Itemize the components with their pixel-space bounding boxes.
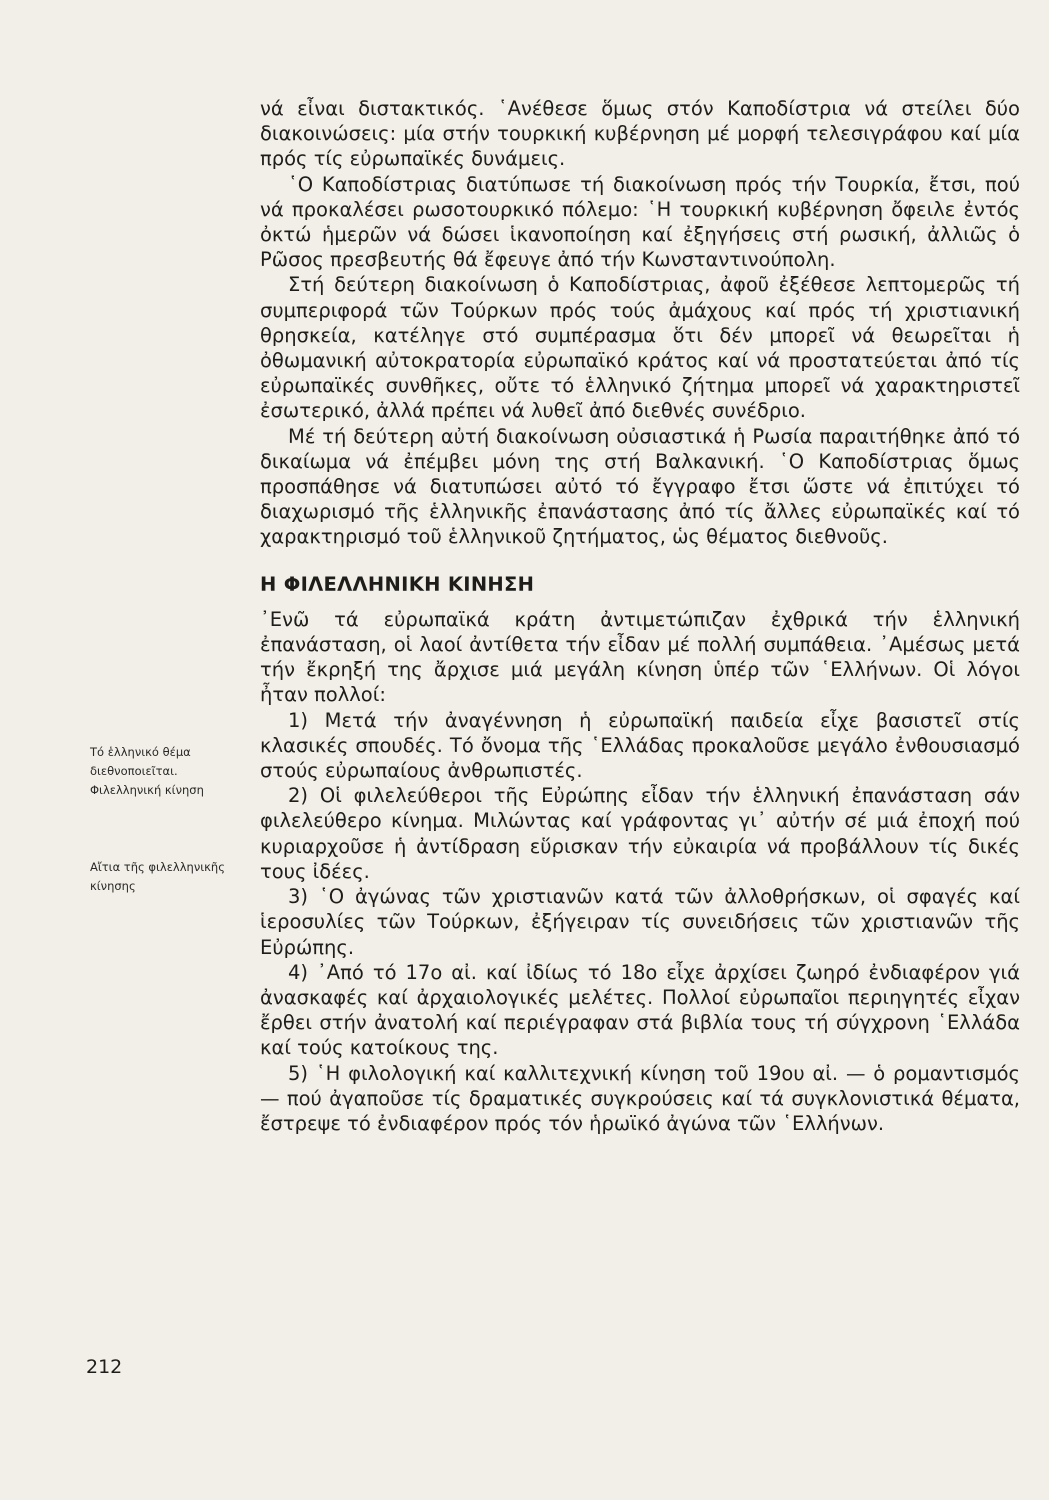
section-heading: Η ΦΙΛΕΛΛΗΝΙΚΗ ΚΙΝΗΣΗ xyxy=(260,572,535,596)
paragraph: ᾿Ενῶ τά εὐρωπαϊκά κράτη ἀντιμετώπιζαν ἐχθρικά τήν ἑλληνική ἐπανάσταση, οἱ λαοί ἀντίθετα τήν εἶδαν μέ πολλή συμπάθεια. ᾿Αμέσως μετά τήν ἔκρηξή της ἄρχισε μιά μεγάλη κίνηση ὑπέρ τῶν ῾Ελλήνων. Οἱ λόγοι ἦταν πολλοί: xyxy=(260,607,1020,707)
list-item: 4) ᾿Από τό 17ο αἰ. καί ἰδίως τό 18ο εἶχε ἀρχίσει ζωηρό ἐνδιαφέρον γιά ἀνασκαφές καί ἀρχαιολογικές μελέτες. Πολλοί εὐρωπαῖοι περιηγητές εἶχαν ἔρθει στήν ἀνατολή καί περιέγραφαν στά βιβλία τους τή σύγχρονη ῾Ελλάδα καί τούς κατοίκους της. xyxy=(260,960,1020,1060)
page-number: 212 xyxy=(86,1356,123,1378)
paragraph: νά εἶναι διστακτικός. ῾Ανέθεσε ὅμως στόν Καποδίστρια νά στείλει δύο διακοινώσεις: μία στήν τουρκική κυβέρνηση μέ μορφή τελεσιγράφου καί μία πρός τίς εὐρωπαϊκές δυνάμεις. xyxy=(260,97,1020,171)
paragraph: Στή δεύτερη διακοίνωση ὁ Καποδίστριας, ἀφοῦ ἐξέθεσε λεπτομερῶς τή συμπεριφορά τῶν Τούρκων πρός τούς ἀμάχους καί πρός τή χριστιανική θρησκεία, κατέληγε στό συμπέρασμα ὅτι δέν μπορεῖ νά θεωρεῖται ἡ ὀθωμανική αὐτοκρατορία εὐρωπαϊκό κράτος καί νά προστατεύεται ἀπό τίς εὐρωπαϊκές συνθῆκες, οὔτε τό ἑλληνικό ζήτημα μπορεῖ νά χαρακτηριστεῖ ἐσωτερικό, ἀλλά πρέπει νά λυθεῖ ἀπό διεθνές συνέδριο. xyxy=(260,273,1020,423)
list-item: 1) Μετά τήν ἀναγέννηση ἡ εὐρωπαϊκή παιδεία εἶχε βασιστεῖ στίς κλασικές σπουδές. Τό ὄνομα τῆς ῾Ελλάδας προκαλοῦσε μεγάλο ἐνθουσιασμό στούς εὐρωπαίους ἀνθρωπιστές. xyxy=(260,708,1020,783)
paragraph: Μέ τή δεύτερη αὐτή διακοίνωση οὐσιαστικά ἡ Ρωσία παραιτήθηκε ἀπό τό δικαίωμα νά ἐπέμβει μόνη της στή Βαλκανική. ῾Ο Καποδίστριας ὅμως προσπάθησε νά διατυπώσει αὐτό τό ἔγγραφο ἔτσι ὥστε νά ἐπιτύχει τό διαχωρισμό τῆς ἑλληνικῆς ἐπανάστασης ἀπό τίς ἄλλες εὐρωπαϊκές καί τό χαρακτηρισμό τοῦ ἑλληνικοῦ ζητήματος, ὡς θέματος διεθνοῦς. xyxy=(260,424,1020,549)
margin-note-internationalization: Τό ἑλληνικό θέμα διεθνοποιεῖται. Φιλελληνική κίνηση xyxy=(90,745,204,797)
list-item: 3) ῾Ο ἀγώνας τῶν χριστιανῶν κατά τῶν ἀλλοθρήσκων, οἱ σφαγές καί ἱεροσυλίες τῶν Τούρκων, ἐξήγειραν τίς συνειδήσεις τῶν χριστιανῶν τῆς Εὐρώπης. xyxy=(260,885,1020,959)
paragraph: ῾Ο Καποδίστριας διατύπωσε τή διακοίνωση πρός τήν Τουρκία, ἔτσι, πού νά προκαλέσει ρωσοτουρκικό πόλεμο: ῾Η τουρκική κυβέρνηση ὄφειλε ἐντός ὀκτώ ἡμερῶν νά δώσει ἱκανοποίηση καί ἐξηγήσεις στή ρωσική, ἀλλιῶς ὁ Ρῶσος πρεσβευτής θά ἔφευγε ἀπό τήν Κωνσταντινούπολη. xyxy=(260,172,1020,272)
list-item: 5) ῾Η φιλολογική καί καλλιτεχνική κίνηση τοῦ 19ου αἰ. — ὁ ρομαντισμός — πού ἀγαποῦσε τίς δραματικές συγκρούσεις καί τά συγκλονιστικά θέματα, ἔστρεψε τό ἐνδιαφέρον πρός τόν ἡρωϊκό ἀγώνα τῶν ῾Ελλήνων. xyxy=(260,1061,1020,1135)
margin-note-causes: Αἴτια τῆς φιλελληνικῆς κίνησης xyxy=(90,860,225,893)
list-item: 2) Οἱ φιλελεύθεροι τῆς Εὐρώπης εἶδαν τήν ἑλληνική ἐπανάσταση σάν φιλελεύθερο κίνημα. Μιλώντας καί γράφοντας γι᾿ αὐτήν σέ μιά ἐποχή πού κυριαρχοῦσε ἡ ἀντίδραση εὕρισκαν τήν εὐκαιρία νά προβάλλουν τίς δικές τους ἰδέες. xyxy=(260,784,1020,883)
main-text xyxy=(260,96,1020,1136)
